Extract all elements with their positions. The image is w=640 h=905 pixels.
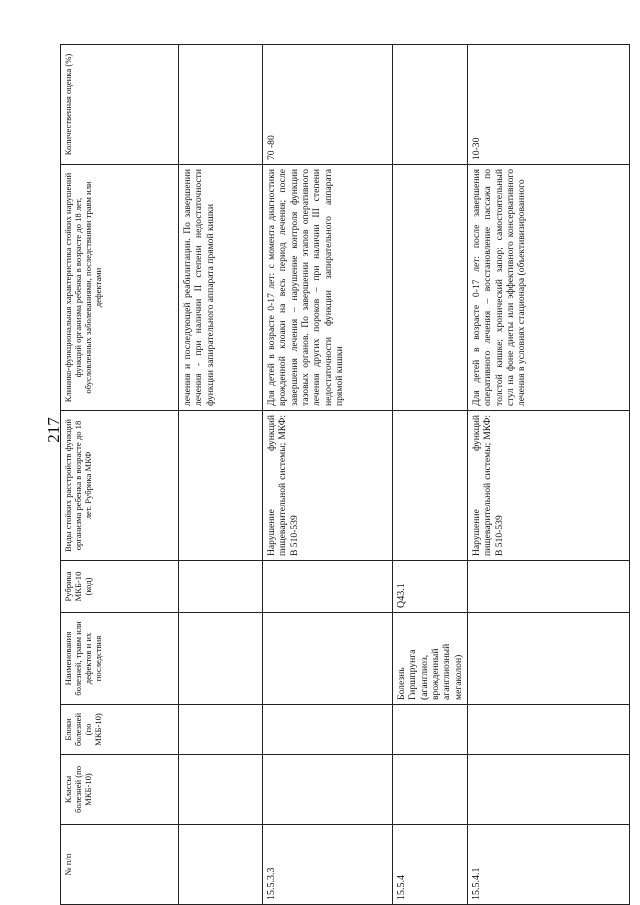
row3-diseases: [467, 613, 629, 705]
row0-score: [179, 45, 263, 165]
header-classes: Классы болезней (по МКБ-10): [61, 755, 179, 825]
row1-blocks: [263, 705, 393, 755]
header-score: Количественная оценка (%): [61, 45, 179, 165]
row0-diseases: [179, 613, 263, 705]
row0-rubric: [179, 561, 263, 613]
row3-classes: [467, 755, 629, 825]
row2-classes: [393, 755, 468, 825]
row3-rubric: [467, 561, 629, 613]
row1-score: 70 -80: [263, 45, 393, 165]
header-clinical: Клинико-функциональная характеристика стойких нарушений функций организма ребенка в возрасте до 18 лет, обусловленных заболеваниями, последствиями травм или дефектами: [61, 165, 179, 411]
row0-num: [179, 825, 263, 905]
row2-rubric: Q43.1: [393, 561, 468, 613]
row2-num: 15.5.4: [393, 825, 468, 905]
row1-classes: [263, 755, 393, 825]
table-header-row: [61, 45, 179, 905]
rotated-table-container: [60, 45, 630, 905]
header-types: Виды стойких расстройств функций организма ребенка в возрасте до 18 лет. Рубрика МКФ: [61, 411, 179, 561]
row3-blocks: [467, 705, 629, 755]
row2-diseases: Болезнь Гиршпрунга (аганглиоз, врожденный аганглиозный мегаколон): [393, 613, 468, 705]
disability-criteria-table: [60, 44, 630, 905]
row1-num: 15.5.3.3: [263, 825, 393, 905]
table-row: [263, 45, 393, 905]
table-row: [393, 45, 468, 905]
header-blocks: Блоки болезней (по МКБ-10): [61, 705, 179, 755]
row0-types: [179, 411, 263, 561]
row2-blocks: [393, 705, 468, 755]
row2-clinical: [393, 165, 468, 411]
table-row: [467, 45, 629, 905]
row2-score: [393, 45, 468, 165]
row1-rubric: [263, 561, 393, 613]
row0-blocks: [179, 705, 263, 755]
row1-types: Нарушение функций пищеварительной системы; МКФ: В 510-539: [263, 411, 393, 561]
row0-classes: [179, 755, 263, 825]
row3-clinical: Для детей в возрасте 0-17 лет: после завершения оперативного лечения – восстановление пассажа по толстой кишке; хронический запор; самостоятельный стул на фоне диеты или эффективного консервативного лечения в условиях стационара (объективизированного: [467, 165, 629, 411]
row3-score: 10-30: [467, 45, 629, 165]
row3-types: Нарушение функций пищеварительной системы; МКФ: В 510-539: [467, 411, 629, 561]
table-row: [179, 45, 263, 905]
row1-diseases: [263, 613, 393, 705]
row3-num: 15.5.4.1: [467, 825, 629, 905]
header-num: № п/п: [61, 825, 179, 905]
header-rubric: Рубрика МКБ-10 (код): [61, 561, 179, 613]
page-number: 217: [44, 417, 63, 443]
row0-clinical: лечения и последующей реабилитации. По завершении лечения - при наличии II степени недостаточности функции запирательного аппарата прямой кишки: [179, 165, 263, 411]
row2-types: [393, 411, 468, 561]
header-diseases: Наименования болезней, травм или дефектов и их последствия: [61, 613, 179, 705]
row1-clinical: Для детей в возрасте 0-17 лет: с момента диагностики врожденной клоаки на весь период лечения; после завершения лечения – нарушение контроля функции тазовых органов. По завершении этапов оперативного лечения других пороков – при наличии III степени недостаточности функции запирательного аппарата прямой кишки: [263, 165, 393, 411]
